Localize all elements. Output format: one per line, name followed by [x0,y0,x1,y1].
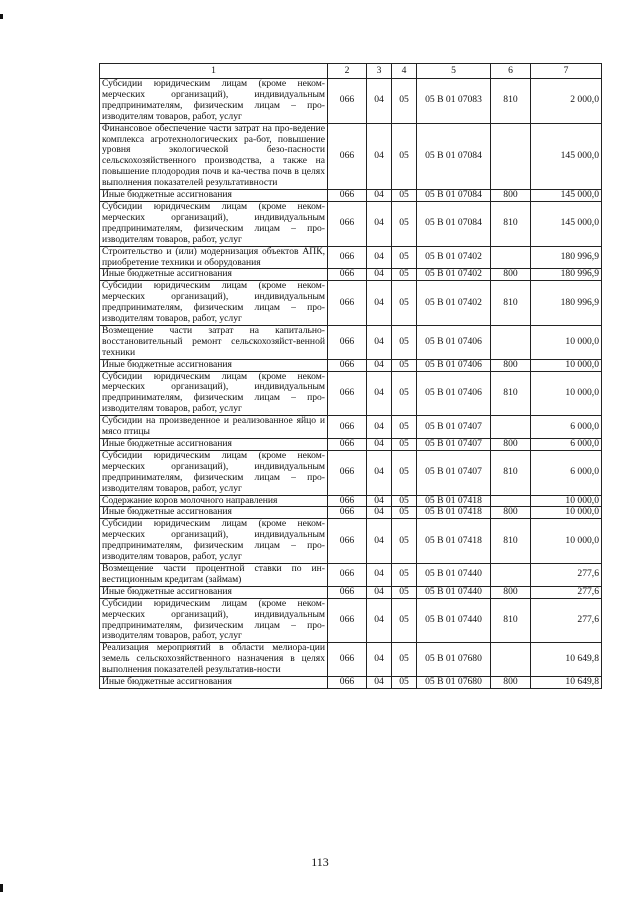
amount-cell: 6 000,0 [531,416,602,439]
amount-cell: 10 649,8 [531,677,602,689]
amount-cell: 2 000,0 [531,79,602,124]
table-row [100,563,602,586]
ministry-code-cell: 066 [328,79,367,124]
target-article-code-cell: 05 В 01 07402 [417,269,491,281]
table-row [100,519,602,564]
table-row [100,123,602,189]
expense-type-code-cell: 810 [491,450,531,495]
ministry-code-cell: 066 [328,246,367,269]
row-name-cell: Субсидии юридическим лицам (кроме неком-мерческих организаций), индивидуальным предпринимателям, физическим лицам – про-изводителям товаров, работ, услуг [100,371,328,416]
amount-cell: 10 000,0 [531,359,602,371]
section-code-cell: 04 [367,439,392,451]
table-row [100,439,602,451]
target-article-code-cell: 05 В 01 07406 [417,325,491,359]
section-code-cell: 04 [367,495,392,507]
target-article-code-cell: 05 В 01 07418 [417,519,491,564]
table-row [100,269,602,281]
row-name-cell: Финансовое обеспечение части затрат на про-ведение комплекса агротехнологических ра-бот, повышение уровня экологической безо-пасности сельскохозяйственного производства, а также на повышение плодородия почв и ка-чества почв в целях выполнения показателей результативности [100,123,328,189]
target-article-code-cell: 05 В 01 07407 [417,416,491,439]
subsection-code-cell: 05 [392,246,417,269]
row-name-cell: Субсидии юридическим лицам (кроме неком-мерческих организаций), индивидуальным предпринимателям, физическим лицам – про-изводителям товаров, работ, услуг [100,281,328,326]
section-code-cell: 04 [367,371,392,416]
subsection-code-cell: 05 [392,201,417,246]
expense-type-code-cell: 810 [491,79,531,124]
row-name-cell: Возмещение части процентной ставки по ин-вестиционным кредитам (займам) [100,563,328,586]
ministry-code-cell: 066 [328,190,367,202]
ministry-code-cell: 066 [328,563,367,586]
column-header: 7 [531,64,602,79]
target-article-code-cell: 05 В 01 07418 [417,495,491,507]
table-row [100,416,602,439]
expense-type-code-cell: 800 [491,439,531,451]
amount-cell: 145 000,0 [531,190,602,202]
section-code-cell: 04 [367,79,392,124]
subsection-code-cell: 05 [392,79,417,124]
row-name-cell: Иные бюджетные ассигнования [100,507,328,519]
subsection-code-cell: 05 [392,439,417,451]
amount-cell: 10 000,0 [531,507,602,519]
ministry-code-cell: 066 [328,123,367,189]
amount-cell: 180 996,9 [531,281,602,326]
subsection-code-cell: 05 [392,643,417,677]
section-code-cell: 04 [367,643,392,677]
row-name-cell: Возмещение части затрат на капитально-восстановительный ремонт сельскохозяйст-венной техники [100,325,328,359]
target-article-code-cell: 05 В 01 07084 [417,201,491,246]
section-code-cell: 04 [367,586,392,598]
subsection-code-cell: 05 [392,281,417,326]
target-article-code-cell: 05 В 01 07680 [417,677,491,689]
ministry-code-cell: 066 [328,586,367,598]
table-row [100,246,602,269]
table-row [100,371,602,416]
expense-type-code-cell [491,246,531,269]
expense-type-code-cell [491,563,531,586]
expense-type-code-cell: 800 [491,677,531,689]
ministry-code-cell: 066 [328,643,367,677]
ministry-code-cell: 066 [328,439,367,451]
section-code-cell: 04 [367,598,392,643]
expense-type-code-cell [491,325,531,359]
expense-type-code-cell: 810 [491,519,531,564]
table-row [100,677,602,689]
subsection-code-cell: 05 [392,677,417,689]
expense-type-code-cell [491,495,531,507]
amount-cell: 10 000,0 [531,495,602,507]
ministry-code-cell: 066 [328,677,367,689]
section-code-cell: 04 [367,325,392,359]
expense-type-code-cell: 810 [491,371,531,416]
expense-type-code-cell: 810 [491,201,531,246]
table-row [100,281,602,326]
table-row [100,495,602,507]
table-row [100,598,602,643]
column-header: 3 [367,64,392,79]
amount-cell: 6 000,0 [531,450,602,495]
ministry-code-cell: 066 [328,371,367,416]
page-number: 113 [311,855,329,869]
ministry-code-cell: 066 [328,495,367,507]
table-body [100,79,602,689]
row-name-cell: Иные бюджетные ассигнования [100,359,328,371]
target-article-code-cell: 05 В 01 07084 [417,190,491,202]
row-name-cell: Субсидии юридическим лицам (кроме неком-мерческих организаций), индивидуальным предпринимателям, физическим лицам – про-изводителям товаров, работ, услуг [100,519,328,564]
section-code-cell: 04 [367,201,392,246]
row-name-cell: Субсидии юридическим лицам (кроме неком-мерческих организаций), индивидуальным предпринимателям, физическим лицам – про-изводителям товаров, работ, услуг [100,79,328,124]
column-header: 2 [328,64,367,79]
target-article-code-cell: 05 В 01 07440 [417,586,491,598]
row-name-cell: Субсидии юридическим лицам (кроме неком-мерческих организаций), индивидуальным предпринимателям, физическим лицам – про-изводителям товаров, работ, услуг [100,201,328,246]
ministry-code-cell: 066 [328,507,367,519]
target-article-code-cell: 05 В 01 07418 [417,507,491,519]
expense-type-code-cell [491,416,531,439]
target-article-code-cell: 05 В 01 07406 [417,371,491,416]
target-article-code-cell: 05 В 01 07680 [417,643,491,677]
ministry-code-cell: 066 [328,269,367,281]
subsection-code-cell: 05 [392,495,417,507]
expense-type-code-cell: 800 [491,190,531,202]
table-row [100,325,602,359]
section-code-cell: 04 [367,269,392,281]
subsection-code-cell: 05 [392,598,417,643]
amount-cell: 180 996,9 [531,246,602,269]
section-code-cell: 04 [367,507,392,519]
expense-type-code-cell: 800 [491,269,531,281]
row-name-cell: Субсидии юридическим лицам (кроме неком-мерческих организаций), индивидуальным предпринимателям, физическим лицам – про-изводителям товаров, работ, услуг [100,598,328,643]
amount-cell: 10 000,0 [531,325,602,359]
subsection-code-cell: 05 [392,123,417,189]
section-code-cell: 04 [367,519,392,564]
subsection-code-cell: 05 [392,586,417,598]
amount-cell: 277,6 [531,563,602,586]
row-name-cell: Иные бюджетные ассигнования [100,677,328,689]
table-row [100,643,602,677]
ministry-code-cell: 066 [328,281,367,326]
target-article-code-cell: 05 В 01 07402 [417,281,491,326]
subsection-code-cell: 05 [392,450,417,495]
amount-cell: 277,6 [531,586,602,598]
target-article-code-cell: 05 В 01 07440 [417,598,491,643]
section-code-cell: 04 [367,677,392,689]
section-code-cell: 04 [367,246,392,269]
ministry-code-cell: 066 [328,201,367,246]
section-code-cell: 04 [367,123,392,189]
target-article-code-cell: 05 В 01 07084 [417,123,491,189]
row-name-cell: Содержание коров молочного направления [100,495,328,507]
scan-edge-mark [0,14,3,19]
table-row [100,190,602,202]
expense-type-code-cell: 810 [491,281,531,326]
amount-cell: 145 000,0 [531,123,602,189]
ministry-code-cell: 066 [328,416,367,439]
row-name-cell: Иные бюджетные ассигнования [100,439,328,451]
section-code-cell: 04 [367,359,392,371]
expense-type-code-cell [491,123,531,189]
expense-type-code-cell: 800 [491,359,531,371]
row-name-cell: Иные бюджетные ассигнования [100,586,328,598]
target-article-code-cell: 05 В 01 07407 [417,450,491,495]
subsection-code-cell: 05 [392,269,417,281]
target-article-code-cell: 05 В 01 07402 [417,246,491,269]
table-row [100,359,602,371]
row-name-cell: Иные бюджетные ассигнования [100,190,328,202]
amount-cell: 180 996,9 [531,269,602,281]
amount-cell: 10 649,8 [531,643,602,677]
amount-cell: 6 000,0 [531,439,602,451]
target-article-code-cell: 05 В 01 07406 [417,359,491,371]
expense-type-code-cell [491,643,531,677]
target-article-code-cell: 05 В 01 07083 [417,79,491,124]
scan-edge-mark [0,884,3,892]
row-name-cell: Субсидии юридическим лицам (кроме неком-мерческих организаций), индивидуальным предпринимателям, физическим лицам – про-изводителям товаров, работ, услуг [100,450,328,495]
column-header: 6 [491,64,531,79]
section-code-cell: 04 [367,190,392,202]
subsection-code-cell: 05 [392,325,417,359]
subsection-code-cell: 05 [392,190,417,202]
row-name-cell: Иные бюджетные ассигнования [100,269,328,281]
row-name-cell: Субсидии на произведенное и реализованное яйцо и мясо птицы [100,416,328,439]
column-header: 5 [417,64,491,79]
target-article-code-cell: 05 В 01 07407 [417,439,491,451]
section-code-cell: 04 [367,450,392,495]
expense-type-code-cell: 810 [491,598,531,643]
table-row [100,201,602,246]
amount-cell: 10 000,0 [531,371,602,416]
ministry-code-cell: 066 [328,359,367,371]
section-code-cell: 04 [367,281,392,326]
table-row [100,79,602,124]
target-article-code-cell: 05 В 01 07440 [417,563,491,586]
ministry-code-cell: 066 [328,598,367,643]
expense-type-code-cell: 800 [491,586,531,598]
subsection-code-cell: 05 [392,519,417,564]
subsection-code-cell: 05 [392,416,417,439]
row-name-cell: Строительство и (или) модернизация объектов АПК, приобретение техники и оборудования [100,246,328,269]
ministry-code-cell: 066 [328,325,367,359]
table-row [100,507,602,519]
table-header-row [100,64,602,79]
ministry-code-cell: 066 [328,450,367,495]
ministry-code-cell: 066 [328,519,367,564]
subsection-code-cell: 05 [392,371,417,416]
row-name-cell: Реализация мероприятий в области мелиора-ции земель сельскохозяйственного назначения в целях выполнения показателей результатив-ности [100,643,328,677]
subsection-code-cell: 05 [392,359,417,371]
table-row [100,450,602,495]
amount-cell: 277,6 [531,598,602,643]
column-header: 4 [392,64,417,79]
subsection-code-cell: 05 [392,563,417,586]
amount-cell: 10 000,0 [531,519,602,564]
column-header: 1 [100,64,328,79]
table-row [100,586,602,598]
subsection-code-cell: 05 [392,507,417,519]
section-code-cell: 04 [367,563,392,586]
section-code-cell: 04 [367,416,392,439]
amount-cell: 145 000,0 [531,201,602,246]
expense-type-code-cell: 800 [491,507,531,519]
budget-table [99,63,602,689]
